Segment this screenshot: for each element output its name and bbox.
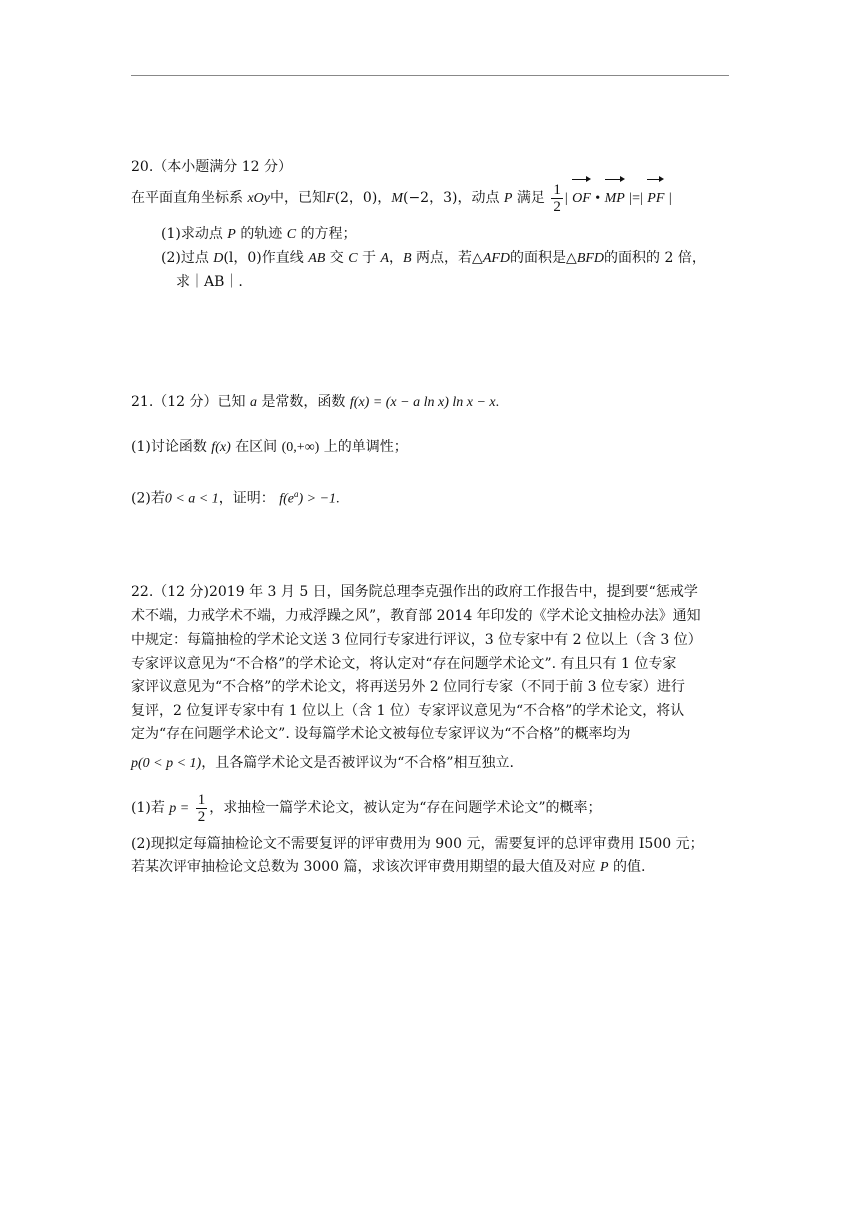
half-fraction-p: $\frac{1}{2}$ <box>197 791 206 825</box>
q22-line2: 术不端，力戒学术不端，力戒浮躁之风”，教育部 2014 年印发的《学术论文抽检办法》通知 <box>131 608 701 624</box>
q22-line3: 中规定：每篇抽检的学术论文送 3 位同行专家进行评议，3 位专家中有 2 位以上（含 3 位） <box>131 632 702 648</box>
q22-line1: 22.（12 分)2019 年 3 月 5 日，国务院总理李克强作出的政府工作报告中，提到要“惩戒学 <box>131 584 698 600</box>
q21-part1: (1)讨论函数 f(x) 在区间 (0,+∞) 上的单调性； <box>131 439 408 455</box>
q22-line4: 专家评议意见为“不合格”的学术论文，将认定对“存在问题学术论文”. 有且只有 1 位专家 <box>131 656 677 672</box>
q20-part2-line2: 求｜AB｜. <box>176 274 243 290</box>
q22-part2-line2: 若某次评审抽检论文总数为 3000 篇，求该次评审费用期望的最大值及对应 P 的值. <box>131 859 646 875</box>
q22-line8: p(0 < p < 1)，且各篇学术论文是否被评议为“不合格”相互独立. <box>131 755 514 771</box>
q22-line7: 定为“存在问题学术论文”. 设每篇学术论文被每位专家评议为“不合格”的概率均为 <box>131 726 631 742</box>
q20-stem: 在平面直角坐标系 xOy中，已知F(2，0)，M(−2，3)，动点 P 满足 $\frac{1}{2}$ | OF • MP |=| PF | <box>131 180 672 217</box>
q22-line5: 家评议意见为“不合格”的学术论文，将再送另外 2 位同行专家（不同于前 3 位专家）进行 <box>131 679 685 695</box>
q22-line6: 复评，2 位复评专家中有 1 位以上（含 1 位）专家评议意见为“不合格”的学术论文，将认 <box>131 703 685 719</box>
half-fraction: $\frac{1}{2}$ <box>553 181 561 215</box>
vector-PF: PF <box>647 181 664 217</box>
q21-part2: (2)若0 < a < 1，证明： $f(e^a) > -1$. <box>131 489 340 507</box>
vector-MP: MP <box>605 181 625 217</box>
q22-part2-line1: (2)现拟定每篇抽检论文不需要复评的评审费用为 900 元，需要复评的总评审费用 I500 元； <box>131 836 704 852</box>
vector-OF: OF <box>572 181 591 217</box>
q20-header: 20.（本小题满分 12 分） <box>131 159 292 175</box>
q20-part2-line1: (2)过点 D(l，0)作直线 AB 交 C 于 A，B 两点，若△AFD的面积是△BFD的面积的 2 倍， <box>161 250 706 266</box>
q20-part1: (1)求动点 P 的轨迹 C 的方程； <box>161 226 357 242</box>
header-rule <box>131 75 729 76</box>
q22-part1: (1)若 p = $\frac{1}{2}$ ，求抽检一篇学术论文，被认定为“存在问题学术论文”的概率； <box>131 791 602 825</box>
q21-stem: 21.（12 分）已知 a 是常数，函数 f(x) = (x − a ln x) ln x − x. <box>131 394 500 410</box>
